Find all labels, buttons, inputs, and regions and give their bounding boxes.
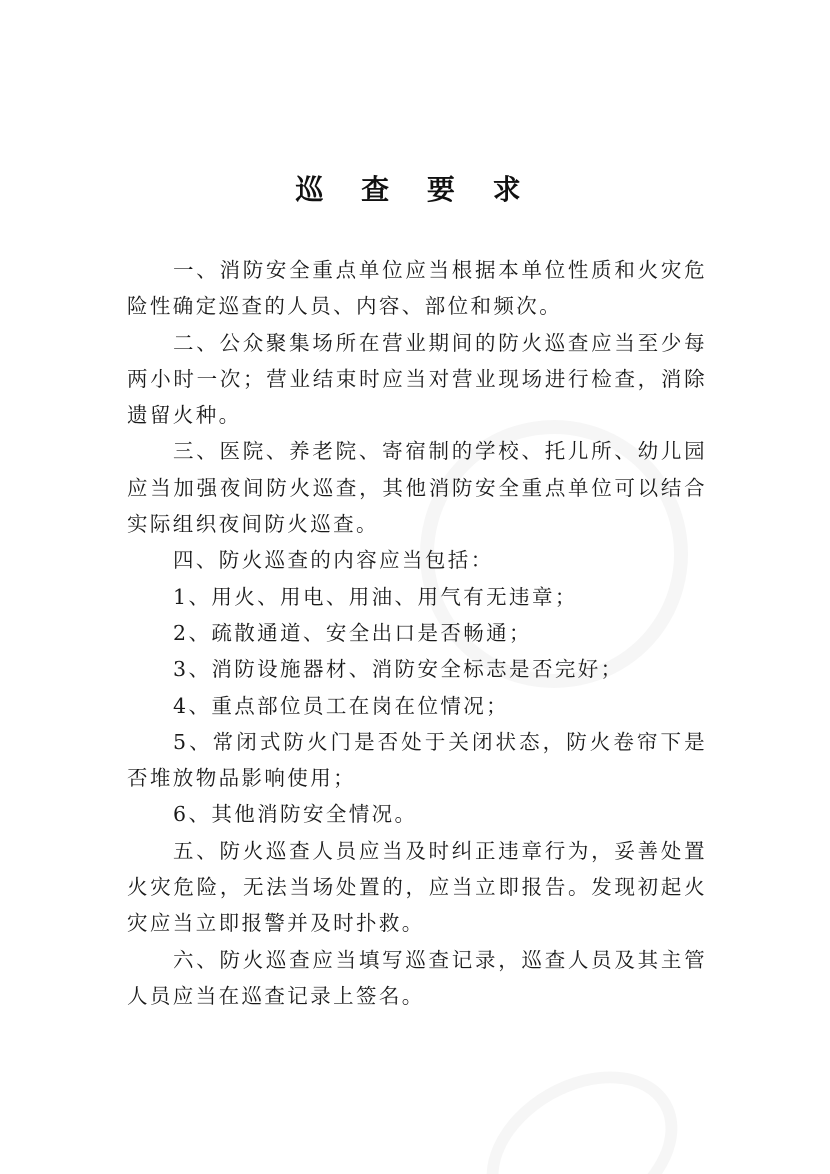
list-item-4: 4、重点部位员工在岗在位情况； <box>173 693 510 718</box>
document-title: 巡 查 要 求 <box>295 173 535 206</box>
watermark-seal-bottom <box>458 1039 707 1174</box>
list-item-1: 1、用火、用电、用油、用气有无违章； <box>173 584 578 609</box>
paragraph-2: 二、公众聚集场所在营业期间的防火巡查应当至少每两小时一次；营业结束时应当对营业现场进行检查，消除遗留火种。 <box>127 330 707 428</box>
paragraph-1: 一、消防安全重点单位应当根据本单位性质和火灾危险性确定巡查的人员、内容、部位和频次。 <box>127 258 707 319</box>
list-item-6: 6、其他消防安全情况。 <box>173 802 418 827</box>
paragraph-6: 六、防火巡查应当填写巡查记录，巡查人员及其主管人员应当在巡查记录上签名。 <box>127 947 707 1008</box>
list-item-3: 3、消防设施器材、消防安全标志是否完好； <box>173 657 624 682</box>
document-body <box>127 252 707 1014</box>
list-item-2: 2、疏散通道、安全出口是否畅通； <box>173 620 532 645</box>
paragraph-5: 五、防火巡查人员应当及时纠正违章行为，妥善处置火灾危险，无法当场处置的，应当立即报告。发现初起火灾应当立即报警并及时扑救。 <box>127 838 707 936</box>
paragraph-4: 四、防火巡查的内容应当包括： <box>173 548 494 573</box>
paragraph-3: 三、医院、养老院、寄宿制的学校、托儿所、幼儿园应当加强夜间防火巡查，其他消防安全重点单位可以结合实际组织夜间防火巡查。 <box>127 439 707 537</box>
list-item-5: 5、常闭式防火门是否处于关闭状态，防火卷帘下是否堆放物品影响使用； <box>127 729 707 791</box>
